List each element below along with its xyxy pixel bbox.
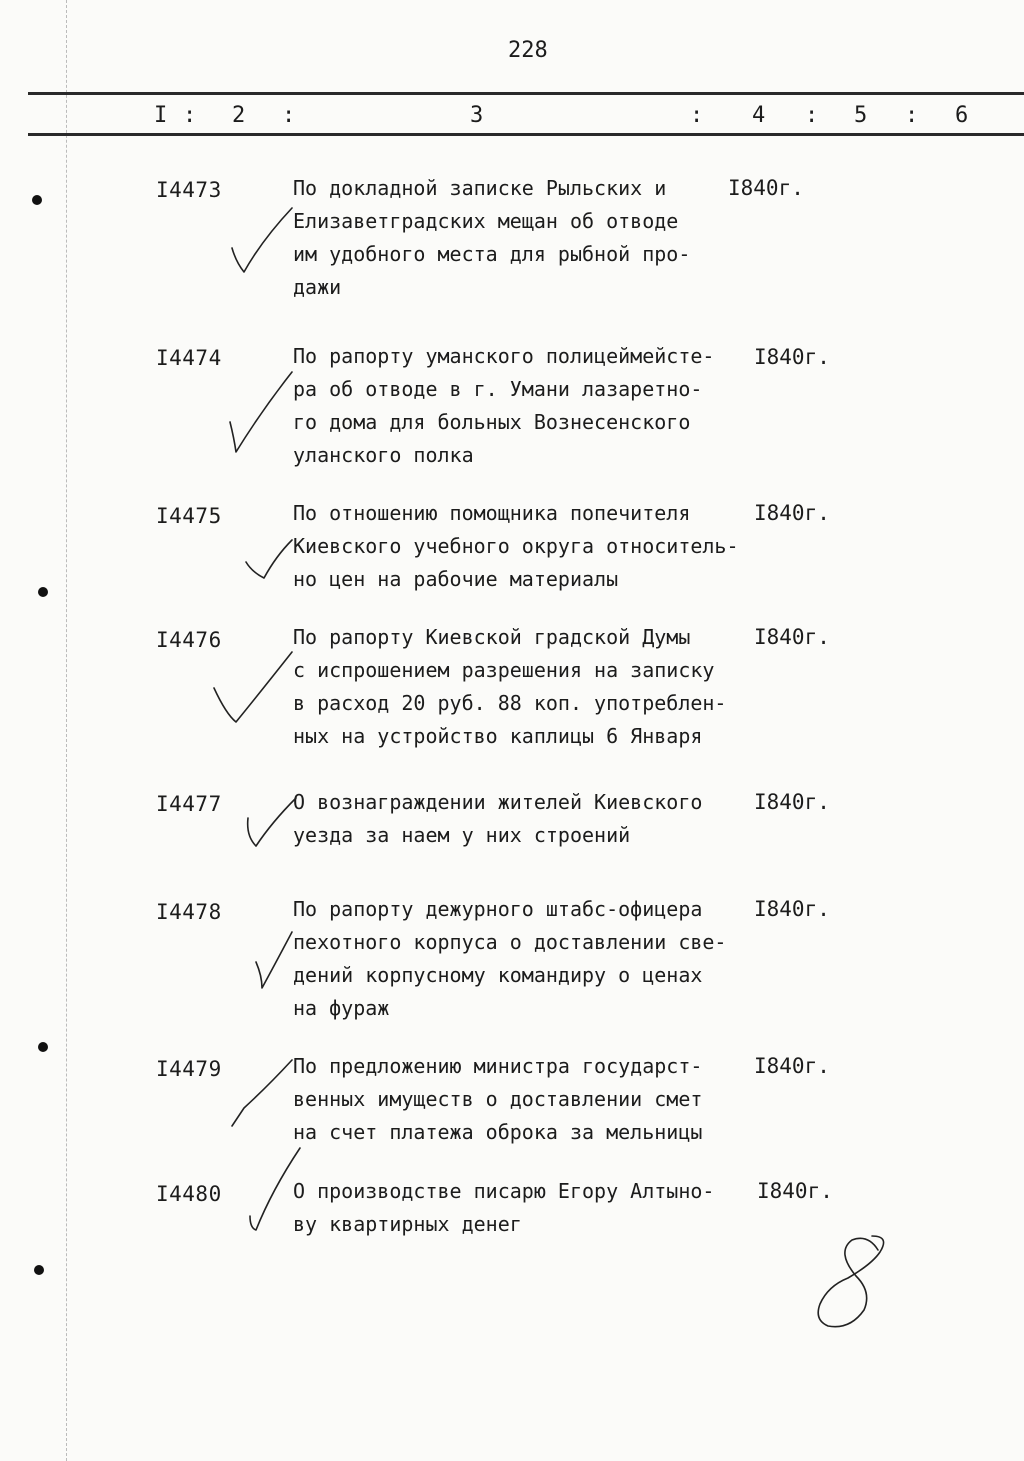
entry-year: I840г. [754, 345, 830, 369]
header-rule-bottom [28, 133, 1024, 136]
description-line: По предложению министра государст- [293, 1054, 703, 1078]
description-line: но цен на рабочие материалы [293, 567, 619, 591]
punch-hole [38, 1042, 48, 1052]
inventory-number: I4474 [156, 346, 222, 370]
check-mark-icon [248, 798, 296, 846]
margin-line [66, 0, 67, 1461]
inventory-number: I4475 [156, 504, 222, 528]
description-line: ву квартирных денег [293, 1212, 522, 1236]
check-mark-icon [232, 208, 292, 272]
description-line: О производстве писарю Егору Алтыно- [293, 1179, 715, 1203]
header-rule-top [28, 92, 1024, 95]
description-line: на счет платежа оброка за мельницы [293, 1120, 703, 1144]
description-line: По рапорту дежурного штабс-офицера [293, 897, 703, 921]
entry-description [293, 172, 753, 304]
description-line: на фураж [293, 996, 390, 1020]
page-number: 228 [508, 38, 548, 63]
check-mark-icon [214, 652, 292, 722]
description-line: в расход 20 руб. 88 коп. употреблен- [293, 691, 727, 715]
column-header-5: 5 [854, 103, 868, 128]
description-line: пехотного корпуса о доставлении све- [293, 930, 727, 954]
entry-year: I840г. [757, 1179, 833, 1203]
column-separator: : [282, 103, 296, 128]
description-line: По докладной записке Рыльских и [293, 176, 667, 200]
entry-description [293, 621, 753, 753]
column-header-6: 6 [955, 103, 969, 128]
check-mark-icon [230, 372, 292, 452]
column-header-2: 2 [232, 103, 246, 128]
punch-hole [34, 1265, 44, 1275]
entry-description [293, 1050, 753, 1149]
description-line: уезда за наем у них строений [293, 823, 631, 847]
check-mark-icon [256, 932, 292, 988]
inventory-number: I4479 [156, 1057, 222, 1081]
description-line: Киевского учебного округа относитель- [293, 534, 739, 558]
punch-hole [38, 587, 48, 597]
entry-year: I840г. [754, 790, 830, 814]
entry-year: I840г. [754, 1054, 830, 1078]
entry-description [293, 497, 753, 596]
folio-eight-icon [818, 1236, 883, 1327]
description-line: По рапорту уманского полицеймейсте- [293, 344, 715, 368]
inventory-number: I4480 [156, 1182, 222, 1206]
column-header-3: 3 [470, 103, 484, 128]
description-line: ных на устройство каплицы 6 Января [293, 724, 703, 748]
entry-description [293, 786, 753, 852]
column-separator: : [805, 103, 819, 128]
check-mark-icon [246, 540, 292, 578]
description-line: уланского полка [293, 443, 474, 467]
column-header-1: I [154, 103, 168, 128]
entry-year: I840г. [754, 501, 830, 525]
entry-description [293, 893, 753, 1025]
entry-year: I840г. [754, 897, 830, 921]
column-separator: : [183, 103, 197, 128]
description-line: По отношению помощника попечителя [293, 501, 691, 525]
entry-year: I840г. [754, 625, 830, 649]
description-line: венных имуществ о доставлении смет [293, 1087, 703, 1111]
description-line: го дома для больных Вознесенского [293, 410, 691, 434]
entry-description [293, 1175, 753, 1241]
column-separator: : [905, 103, 919, 128]
inventory-number: I4477 [156, 792, 222, 816]
description-line: Елизаветградских мещан об отводе [293, 209, 679, 233]
description-line: ра об отводе в г. Умани лазаретно- [293, 377, 703, 401]
column-separator: : [690, 103, 704, 128]
punch-hole [32, 195, 42, 205]
description-line: По рапорту Киевской градской Думы [293, 625, 691, 649]
entry-description [293, 340, 753, 472]
inventory-number: I4476 [156, 628, 222, 652]
description-line: дажи [293, 275, 342, 299]
description-line: с испрошением разрешения на записку [293, 658, 715, 682]
description-line: О вознаграждении жителей Киевского [293, 790, 703, 814]
description-line: им удобного места для рыбной про- [293, 242, 691, 266]
check-mark-icon [232, 1060, 292, 1126]
inventory-number: I4478 [156, 900, 222, 924]
entry-year: I840г. [728, 176, 804, 200]
inventory-number: I4473 [156, 178, 222, 202]
column-header-4: 4 [752, 103, 766, 128]
description-line: дений корпусному командиру о ценах [293, 963, 703, 987]
